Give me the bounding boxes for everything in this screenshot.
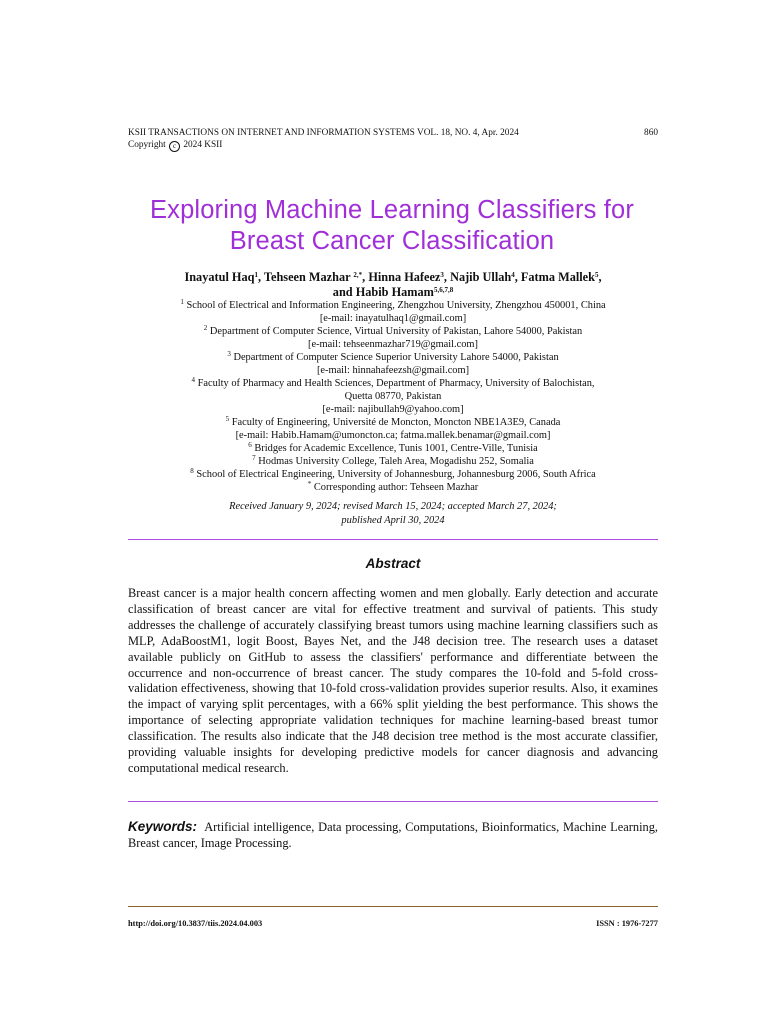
affiliation-line (120, 351, 666, 364)
keywords-text: Artificial intelligence, Data processing, Computations, Bioinformatics, Machine Learning, Breast cancer, Image Processing. (128, 820, 658, 850)
author-affil-sup: 3 (440, 271, 444, 279)
dates-line-1: Received January 9, 2024; revised March 15, 2024; accepted March 27, 2024; (229, 501, 557, 512)
affiliation-text: Faculty of Engineering, Université de Moncton, Moncton NBE1A3E9, Canada (231, 417, 561, 428)
author-affil-sup: 4 (511, 271, 515, 279)
affiliation-line (120, 403, 666, 416)
abstract-body: Breast cancer is a major health concern affecting women and men globally. Early detection and accurate classification of breast cancer are vital for effective treatment and survival of patients. This study addresses the challenge of accurately classifying breast tumors using machine learning classifiers such as MLP, AdaBoostM1, logit Boost, Bayes Net, and the J48 decision tree. The research uses a dataset available publicly on GitHub to assess the classifiers' performance and differentiate between the occurrence and non-occurrence of breast cancer. The study compares the 10-fold and 5-fold cross-validation effectiveness, showing that 10-fold cross-validation provides superior results. Also, it examines the impact of varying split percentages, with a 66% split yielding the best performance. This shows the importance of selecting appropriate validation techniques for machine learning-based breast tumor classification. The results also indicate that the J48 decision tree method is the most accurate classifier, providing valuable insights for developing predictive models for cancer diagnosis and advancing computational medical research. (128, 586, 658, 775)
author-affil-sup: 5 (594, 271, 599, 279)
affiliation-sup: 1 (180, 298, 184, 306)
affiliation-text: Hodmas University College, Taleh Area, Mogadishu 252, Somalia (258, 456, 534, 467)
title-line-1: Exploring Machine Learning Classifiers for (150, 196, 634, 224)
affiliation-text: [e-mail: hinnahafeezsh@gmail.com] (316, 365, 470, 376)
affiliation-text: Department of Computer Science, Virtual University of Pakistan, Lahore 54000, Pakistan (209, 326, 583, 337)
affiliation-line (120, 390, 666, 403)
affiliation-text: School of Electrical Engineering, University of Johannesburg, Johannesburg 2006, South Africa (196, 469, 596, 480)
affiliation-line (120, 455, 666, 468)
keywords-label: Keywords: (128, 819, 198, 834)
affiliation-line (120, 325, 666, 338)
affiliation-sup: * (307, 480, 312, 488)
affiliation-sup: 7 (252, 454, 256, 462)
doi-link[interactable]: http://doi.org/10.3837/tiis.2024.04.003 (128, 919, 263, 928)
issn-number: ISSN : 1976-7277 (596, 919, 658, 928)
affiliation-line (120, 429, 666, 442)
affiliation-sup: 8 (190, 467, 194, 475)
author-affil-sup: 5,6,7,8 (433, 286, 454, 294)
keywords-section (128, 819, 658, 851)
title-line-2: Breast Cancer Classification (229, 227, 555, 255)
affiliation-sup: 4 (191, 376, 195, 384)
affiliation-sup: 5 (225, 415, 230, 423)
journal-name: KSII TRANSACTIONS ON INTERNET AND INFORMATION SYSTEMS VOL. 18, NO. 4, Apr. 2024 (128, 128, 519, 138)
author-name: Najib Ullah (450, 270, 512, 284)
author-affil-sup: 1 (254, 271, 258, 279)
paper-title (100, 195, 684, 257)
publication-dates (128, 500, 658, 527)
abstract-bottom-rule (128, 801, 658, 802)
affiliation-line (120, 312, 666, 325)
author-name: Inayatul Haq (184, 270, 255, 284)
affiliation-text: [e-mail: najibullah9@yahoo.com] (322, 404, 464, 415)
affiliation-line (120, 416, 666, 429)
affiliation-text: Corresponding author: Tehseen Mazhar (313, 482, 479, 493)
abstract-heading: Abstract (365, 556, 421, 571)
affiliation-text: Quetta 08770, Pakistan (344, 391, 442, 402)
affiliation-text: Department of Computer Science Superior University Lahore 54000, Pakistan (233, 352, 559, 363)
affiliation-line (120, 338, 666, 351)
affiliation-list (120, 299, 666, 494)
author-affil-sup: 2,* (353, 271, 363, 279)
affiliation-sup: 6 (248, 441, 252, 449)
author-name: Fatma Mallek (520, 270, 595, 284)
affiliation-text: [e-mail: Habib.Hamam@umoncton.ca; fatma.mallek.benamar@gmail.com] (235, 430, 551, 441)
affiliation-text: [e-mail: inayatulhaq1@gmail.com] (319, 313, 467, 324)
affiliation-line (120, 468, 666, 481)
copyright-year: 2024 KSII (183, 140, 223, 150)
copyright-icon: c (169, 141, 180, 152)
page-number: 860 (644, 128, 658, 138)
affiliation-line (120, 481, 666, 494)
affiliation-text: [e-mail: tehseenmazhar719@gmail.com] (308, 339, 478, 350)
affiliation-text: Bridges for Academic Excellence, Tunis 1001, Centre-Ville, Tunisia (254, 443, 538, 454)
affiliation-text: Faculty of Pharmacy and Health Sciences, Department of Pharmacy, University of Balochistan, (197, 378, 595, 389)
copyright-line (128, 139, 222, 152)
affiliation-line (120, 377, 666, 390)
affiliation-line (120, 299, 666, 312)
abstract-top-rule (128, 539, 658, 540)
dates-line-2: published April 30, 2024 (341, 514, 445, 526)
author-name: Tehseen Mazhar (263, 270, 351, 284)
affiliation-sup: 2 (203, 324, 208, 332)
affiliation-line (120, 442, 666, 455)
author-list: Inayatul Haq$^1$, Tehseen Mazhar $^{2,*}$, Hinna Hafeez$^3$, Najib Ullah$^4$, Fatma Mallek$^5$, and Habib Hamam$^{5,6,7,8}$ (184, 270, 602, 299)
affiliation-text: School of Electrical and Information Engineering, Zhengzhou University, Zhengzhou 450001, China (186, 300, 606, 311)
author-name: Hinna Hafeez (368, 270, 441, 284)
footer-rule (128, 906, 658, 907)
copyright-label: Copyright (128, 140, 166, 150)
author-name: and Habib Hamam (332, 285, 434, 299)
affiliation-sup: 3 (227, 350, 231, 358)
affiliation-line (120, 364, 666, 377)
